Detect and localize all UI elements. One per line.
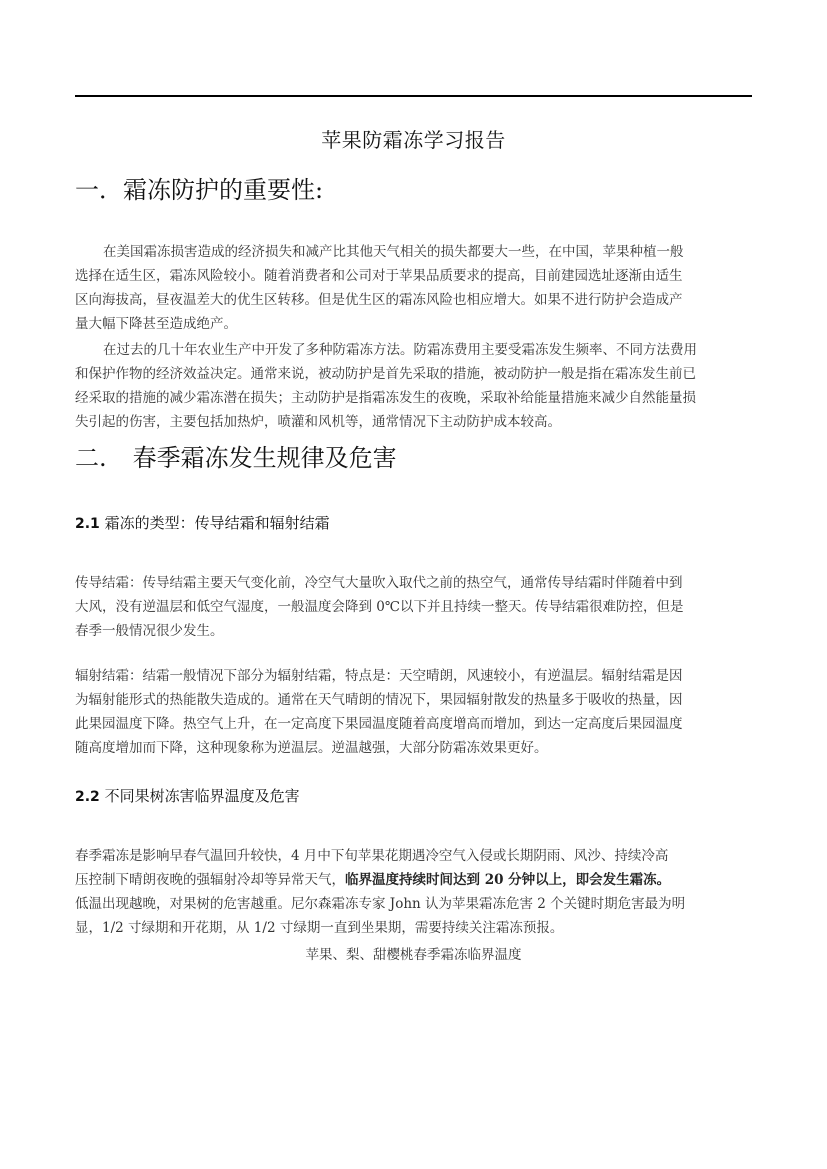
text-line: 在美国霜冻损害造成的经济损失和减产比其他天气相关的损失都要大一些，在中国，苹果种植一般 bbox=[103, 244, 684, 260]
radiation-frost-paragraph bbox=[75, 664, 752, 760]
text-line: 经采取的措施的减少霜冻潜在损失；主动防护是指霜冻发生的夜晚，采取补给能量措施来减少自然能量损 bbox=[75, 390, 696, 406]
subsection-title: 霜冻的类型：传导结霜和辐射结霜 bbox=[104, 514, 330, 532]
text-line: 在过去的几十年农业生产中开发了多种防霜冻方法。防霜冻费用主要受霜冻发生频率、不同方法费用 bbox=[103, 342, 697, 358]
header-rule bbox=[75, 95, 752, 97]
document-title: 苹果防霜冻学习报告 bbox=[321, 128, 506, 152]
text-line: 大风，没有逆温层和低空气湿度，一般温度会降到 0℃以下并且持续一整天。传导结霜很难防控，但是 bbox=[75, 599, 684, 615]
text-line: 辐射结霜：结霜一般情况下部分为辐射结霜，特点是：天空晴朗，风速较小，有逆温层。辐射结霜是因 bbox=[75, 668, 683, 684]
text-line: 显，1/2 寸绿期和开花期，从 1/2 寸绿期一直到坐果期，需要持续关注霜冻预报。 bbox=[75, 920, 564, 936]
text-line: 选择在适生区，霜冻风险较小。随着消费者和公司对于苹果品质要求的提高，目前建园选址逐渐由适生 bbox=[75, 268, 683, 284]
text-line: 低温出现越晚，对果树的危害越重。尼尔森霜冻专家 John 认为苹果霜冻危害 2 个关键时期危害最为明 bbox=[75, 896, 686, 912]
section2-heading-text: 春季霜冻发生规律及危害 bbox=[132, 444, 397, 472]
spring-frost-paragraph bbox=[75, 844, 752, 940]
section2-heading-number: 二. bbox=[75, 444, 107, 472]
subsection-title: 不同果树冻害临界温度及危害 bbox=[104, 787, 300, 805]
section1-paragraph-1 bbox=[75, 240, 752, 336]
text-line: 为辐射能形式的热能散失造成的。通常在天气晴朗的情况下，果园辐射散发的热量多于吸收的热量，因 bbox=[75, 692, 683, 708]
text-line bbox=[75, 868, 752, 892]
table-caption: 苹果、梨、甜樱桃春季霜冻临界温度 bbox=[305, 947, 522, 963]
subsection-2-1-heading bbox=[75, 512, 330, 533]
text-line: 春季一般情况很少发生。 bbox=[75, 623, 224, 639]
subsection-number: 2.2 bbox=[75, 789, 100, 805]
section1-heading: 一．霜冻防护的重要性: bbox=[75, 176, 324, 204]
text-line: 和保护作物的经济效益决定。通常来说，被动防护是首先采取的措施，被动防护一般是指在霜冻发生前已 bbox=[75, 366, 696, 382]
emphasized-text: 临界温度持续时间达到 20 分钟以上，即会发生霜冻。 bbox=[345, 872, 671, 888]
text-line: 量大幅下降甚至造成绝产。 bbox=[75, 316, 237, 332]
subsection-2-2-heading bbox=[75, 785, 300, 806]
section1-paragraph-2 bbox=[75, 338, 752, 434]
text-line: 传导结霜：传导结霜主要天气变化前，冷空气大量吹入取代之前的热空气，通常传导结霜时伴随着中到 bbox=[75, 575, 683, 591]
text-segment: 压控制下晴朗夜晚的强辐射冷却等异常天气， bbox=[75, 872, 345, 888]
section2-heading bbox=[75, 438, 397, 473]
text-line: 此果园温度下降。热空气上升，在一定高度下果园温度随着高度增高而增加，到达一定高度后果园温度 bbox=[75, 716, 683, 732]
subsection-number: 2.1 bbox=[75, 516, 100, 532]
text-line: 随高度增加而下降，这种现象称为逆温层。逆温越强，大部分防霜冻效果更好。 bbox=[75, 740, 548, 756]
conduction-frost-paragraph bbox=[75, 571, 752, 643]
text-line: 失引起的伤害，主要包括加热炉，喷灌和风机等，通常情况下主动防护成本较高。 bbox=[75, 414, 561, 430]
text-line: 春季霜冻是影响早春气温回升较快，4 月中下旬苹果花期遇冷空气入侵或长期阴雨、风沙、持续冷高 bbox=[75, 848, 669, 864]
text-line: 区向海拔高，昼夜温差大的优生区转移。但是优生区的霜冻风险也相应增大。如果不进行防护会造成产 bbox=[75, 292, 683, 308]
